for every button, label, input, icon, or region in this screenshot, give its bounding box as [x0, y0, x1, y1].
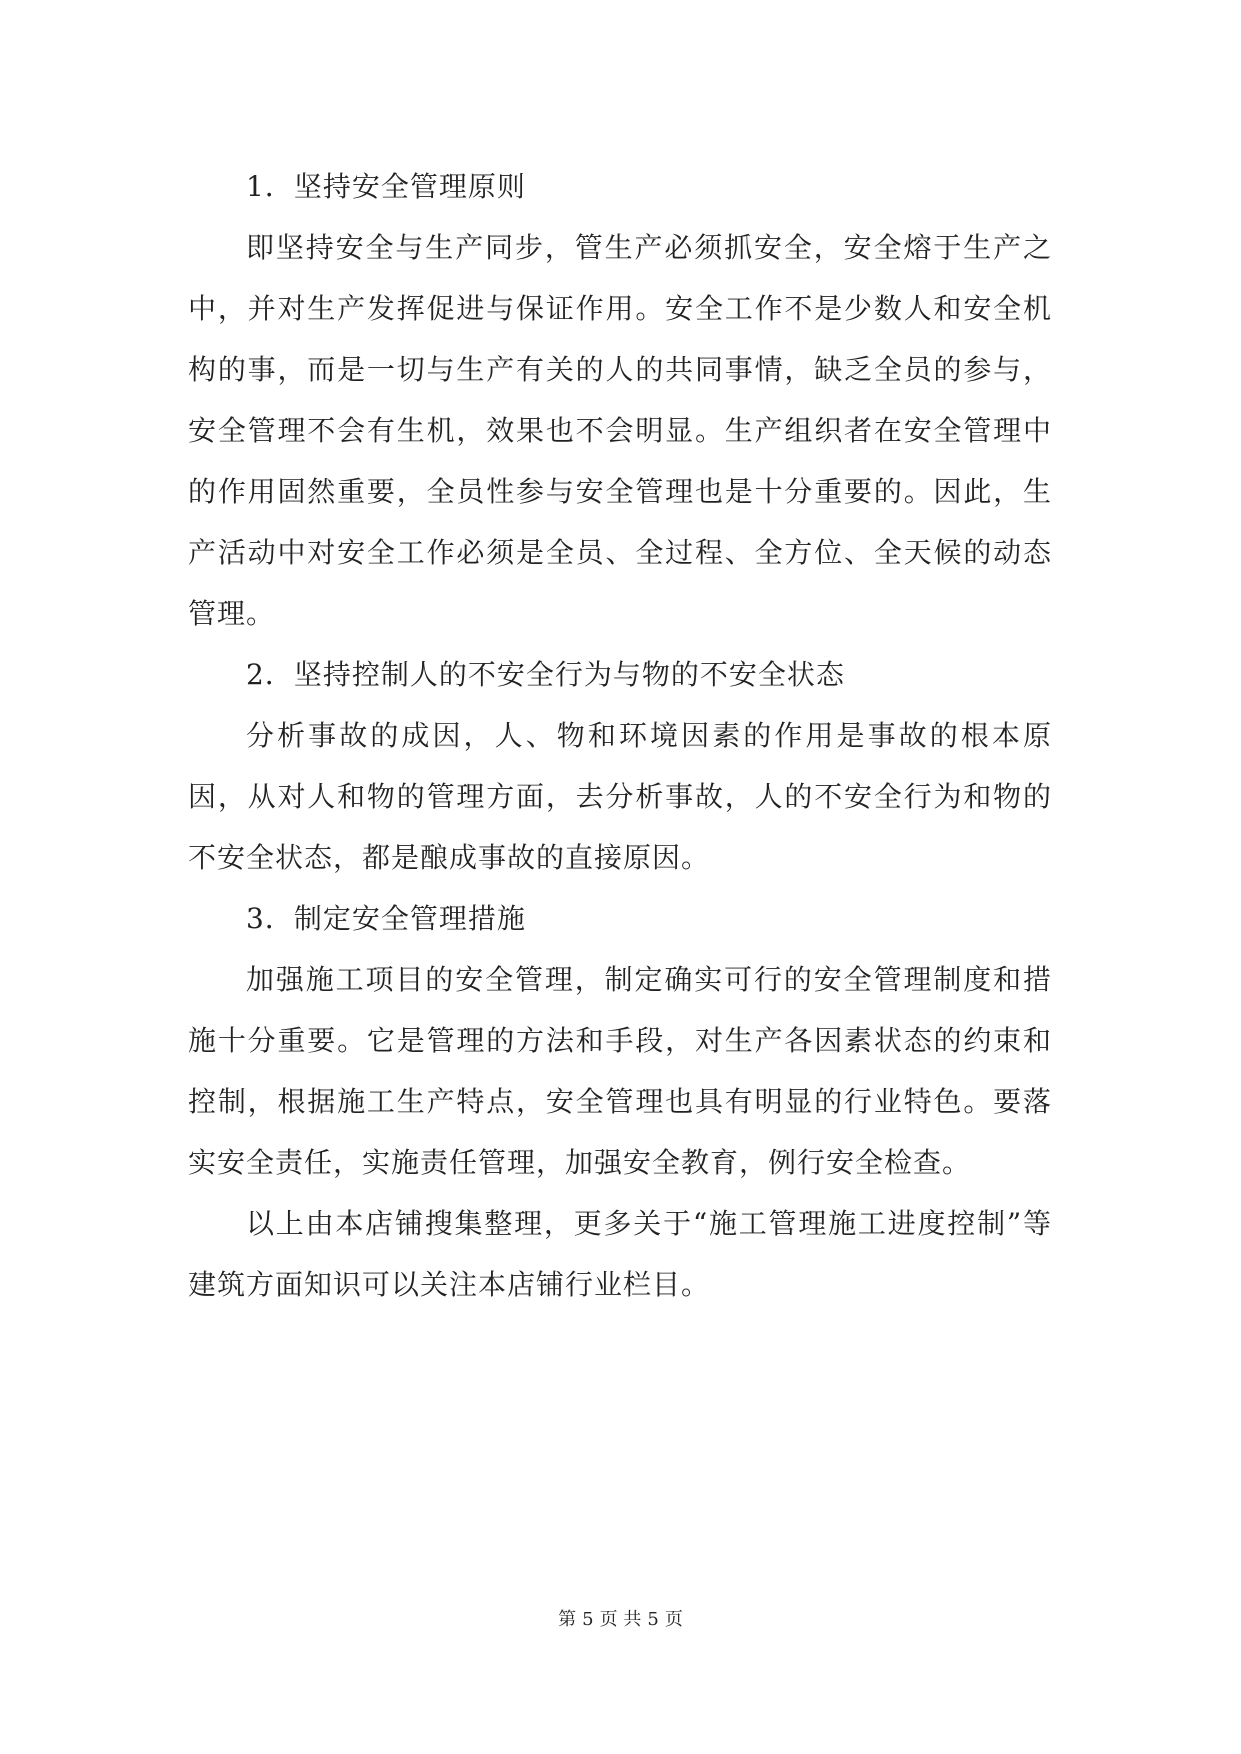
section-heading-3: 3．制定安全管理措施 [246, 902, 526, 935]
section-paragraph-2-1: 分析事故的成因，人、物和环境因素的作用是事故的根本原因，从对人和物的管理方面，去分析事故，人的不安全行为和物的不安全状态，都是酿成事故的直接原因。 [188, 719, 1052, 874]
section-paragraph-3-1: 加强施工项目的安全管理，制定确实可行的安全管理制度和措施十分重要。它是管理的方法和手段，对生产各因素状态的约束和控制，根据施工生产特点，安全管理也具有明显的行业特色。要落实安全责任，实施责任管理，加强安全教育，例行安全检查。 [188, 963, 1052, 1179]
section-heading-2: 2．坚持控制人的不安全行为与物的不安全状态 [246, 658, 845, 691]
footer-middle: 页 共 [599, 1609, 642, 1630]
footer-suffix: 页 [664, 1609, 683, 1630]
document-body [188, 156, 1052, 1315]
footer-current-page: 5 [582, 1609, 594, 1630]
section-paragraph-1-1: 即坚持安全与生产同步，管生产必须抓安全，安全熔于生产之中，并对生产发挥促进与保证作用。安全工作不是少数人和安全机构的事，而是一切与生产有关的人的共同事情，缺乏全员的参与，安全管理不会有生机，效果也不会明显。生产组织者在安全管理中的作用固然重要，全员性参与安全管理也是十分重要的。因此，生产活动中对安全工作必须是全员、全过程、全方位、全天候的动态管理。 [188, 231, 1052, 630]
footer-prefix: 第 [558, 1609, 577, 1630]
section-heading-1: 1．坚持安全管理原则 [246, 170, 526, 203]
page-footer [0, 1605, 1241, 1631]
footer-total-pages: 5 [647, 1609, 659, 1630]
section-paragraph-3-2: 以上由本店铺搜集整理，更多关于“施工管理施工进度控制”等建筑方面知识可以关注本店铺行业栏目。 [188, 1207, 1052, 1301]
